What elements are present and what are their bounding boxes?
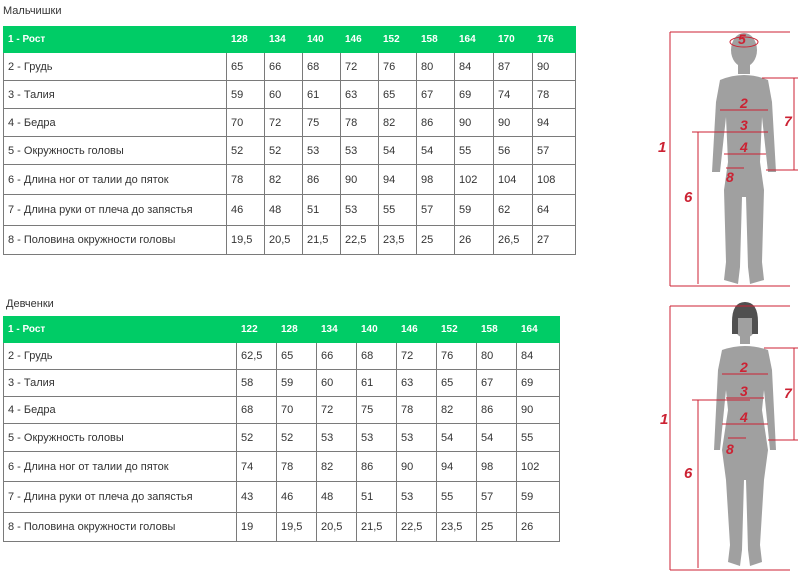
girls-table-row <box>4 343 560 370</box>
boys-cell: 78 <box>533 81 576 109</box>
girls-cell: 70 <box>277 397 317 424</box>
boys-size-table <box>3 26 576 255</box>
girls-cell: 55 <box>437 482 477 513</box>
boys-cell: 54 <box>417 137 455 165</box>
girls-cell: 54 <box>437 424 477 452</box>
girls-cell: 21,5 <box>357 513 397 542</box>
girls-row-label: 4 - Бедра <box>4 397 237 424</box>
girls-cell: 52 <box>237 424 277 452</box>
boys-cell: 48 <box>265 195 303 226</box>
girls-cell: 53 <box>317 424 357 452</box>
boys-cell: 63 <box>341 81 379 109</box>
girls-cell: 72 <box>317 397 357 424</box>
boys-cell: 59 <box>455 195 494 226</box>
girls-cell: 61 <box>357 370 397 397</box>
boys-cell: 90 <box>455 109 494 137</box>
girls-cell: 152 <box>437 317 477 343</box>
boys-cell: 72 <box>265 109 303 137</box>
boys-cell: 74 <box>494 81 533 109</box>
girls-cell: 22,5 <box>397 513 437 542</box>
girls-cell: 60 <box>317 370 357 397</box>
boys-cell: 86 <box>303 165 341 195</box>
boys-cell: 20,5 <box>265 226 303 255</box>
boys-cell: 94 <box>379 165 417 195</box>
girls-cell: 53 <box>397 482 437 513</box>
boys-table-row <box>4 53 576 81</box>
girls-row-label: 3 - Талия <box>4 370 237 397</box>
girls-row-label: 6 - Длина ног от талии до пяток <box>4 452 237 482</box>
girls-row-label: 8 - Половина окружности головы <box>4 513 237 542</box>
girls-cell: 102 <box>517 452 560 482</box>
girls-cell: 69 <box>517 370 560 397</box>
girls-cell: 76 <box>437 343 477 370</box>
boys-cell: 52 <box>265 137 303 165</box>
girls-cell: 90 <box>517 397 560 424</box>
girl-num-3: 3 <box>740 383 748 399</box>
boys-cell: 102 <box>455 165 494 195</box>
girls-cell: 48 <box>317 482 357 513</box>
boy-num-1: 1 <box>658 139 667 156</box>
girls-table-row <box>4 482 560 513</box>
boys-cell: 27 <box>533 226 576 255</box>
girls-row-label: 5 - Окружность головы <box>4 424 237 452</box>
girls-cell: 65 <box>277 343 317 370</box>
boys-cell: 25 <box>417 226 455 255</box>
boy-num-4: 4 <box>740 139 748 155</box>
girls-cell: 20,5 <box>317 513 357 542</box>
girls-size-table <box>3 316 560 542</box>
girls-cell: 43 <box>237 482 277 513</box>
boys-row-label: 2 - Грудь <box>4 53 227 81</box>
boys-cell: 82 <box>379 109 417 137</box>
boys-cell: 61 <box>303 81 341 109</box>
boys-cell: 70 <box>227 109 265 137</box>
girls-cell: 54 <box>477 424 517 452</box>
boys-cell: 59 <box>227 81 265 109</box>
girls-row-label: 1 - Рост <box>4 317 237 343</box>
boys-header-row <box>4 27 576 53</box>
girls-cell: 82 <box>437 397 477 424</box>
boys-cell: 104 <box>494 165 533 195</box>
boys-cell: 26,5 <box>494 226 533 255</box>
girls-cell: 84 <box>517 343 560 370</box>
girls-cell: 72 <box>397 343 437 370</box>
boys-cell: 53 <box>341 195 379 226</box>
boys-cell: 87 <box>494 53 533 81</box>
girls-row-label: 2 - Грудь <box>4 343 237 370</box>
boys-row-label: 3 - Талия <box>4 81 227 109</box>
boy-num-6: 6 <box>684 189 693 206</box>
girls-cell: 158 <box>477 317 517 343</box>
boys-cell: 90 <box>533 53 576 81</box>
boys-cell: 176 <box>533 27 576 53</box>
boys-row-label: 5 - Окружность головы <box>4 137 227 165</box>
boys-cell: 90 <box>341 165 379 195</box>
girls-cell: 19,5 <box>277 513 317 542</box>
girls-cell: 75 <box>357 397 397 424</box>
boys-table-row <box>4 81 576 109</box>
girls-cell: 98 <box>477 452 517 482</box>
boys-cell: 90 <box>494 109 533 137</box>
girls-cell: 52 <box>277 424 317 452</box>
girls-cell: 57 <box>477 482 517 513</box>
boys-cell: 56 <box>494 137 533 165</box>
girls-cell: 164 <box>517 317 560 343</box>
girl-num-7: 7 <box>784 385 792 401</box>
girls-cell: 58 <box>237 370 277 397</box>
girl-num-8: 8 <box>726 441 734 457</box>
girl-num-4: 4 <box>740 409 748 425</box>
boys-cell: 82 <box>265 165 303 195</box>
boys-cell: 52 <box>227 137 265 165</box>
boys-cell: 75 <box>303 109 341 137</box>
boy-num-5: 5 <box>738 31 746 47</box>
girls-cell: 59 <box>277 370 317 397</box>
boys-row-label: 1 - Рост <box>4 27 227 53</box>
girls-cell: 53 <box>397 424 437 452</box>
boy-silhouette <box>712 33 776 284</box>
girls-cell: 46 <box>277 482 317 513</box>
boys-cell: 94 <box>533 109 576 137</box>
girls-cell: 122 <box>237 317 277 343</box>
girls-cell: 55 <box>517 424 560 452</box>
boys-table-row <box>4 226 576 255</box>
girls-cell: 67 <box>477 370 517 397</box>
girls-cell: 23,5 <box>437 513 477 542</box>
boys-table-row <box>4 137 576 165</box>
girls-cell: 82 <box>317 452 357 482</box>
girls-cell: 94 <box>437 452 477 482</box>
boys-table-row <box>4 165 576 195</box>
boys-cell: 86 <box>417 109 455 137</box>
girls-cell: 78 <box>277 452 317 482</box>
boys-cell: 146 <box>341 27 379 53</box>
boys-cell: 69 <box>455 81 494 109</box>
boys-cell: 57 <box>533 137 576 165</box>
boys-cell: 164 <box>455 27 494 53</box>
boys-cell: 65 <box>227 53 265 81</box>
boys-cell: 60 <box>265 81 303 109</box>
boys-cell: 128 <box>227 27 265 53</box>
boys-cell: 22,5 <box>341 226 379 255</box>
boys-row-label: 8 - Половина окружности головы <box>4 226 227 255</box>
boys-cell: 66 <box>265 53 303 81</box>
boys-cell: 76 <box>379 53 417 81</box>
girls-cell: 140 <box>357 317 397 343</box>
girls-table-row <box>4 452 560 482</box>
girls-table-row <box>4 397 560 424</box>
boys-cell: 26 <box>455 226 494 255</box>
girls-cell: 19 <box>237 513 277 542</box>
girls-cell: 65 <box>437 370 477 397</box>
girls-cell: 53 <box>357 424 397 452</box>
girls-cell: 74 <box>237 452 277 482</box>
boys-cell: 46 <box>227 195 265 226</box>
boys-title: Мальчишки <box>3 5 62 17</box>
girls-cell: 146 <box>397 317 437 343</box>
girls-cell: 68 <box>237 397 277 424</box>
girls-cell: 59 <box>517 482 560 513</box>
boys-cell: 65 <box>379 81 417 109</box>
boys-cell: 78 <box>227 165 265 195</box>
girls-cell: 66 <box>317 343 357 370</box>
girls-table-row <box>4 513 560 542</box>
girl-num-1: 1 <box>660 411 669 428</box>
boys-row-label: 4 - Бедра <box>4 109 227 137</box>
boys-cell: 68 <box>303 53 341 81</box>
boys-cell: 21,5 <box>303 226 341 255</box>
girls-cell: 86 <box>477 397 517 424</box>
boy-num-3: 3 <box>740 117 748 133</box>
girls-cell: 51 <box>357 482 397 513</box>
girls-table-row <box>4 370 560 397</box>
boy-num-8: 8 <box>726 169 734 185</box>
girls-cell: 63 <box>397 370 437 397</box>
girls-cell: 134 <box>317 317 357 343</box>
boys-row-label: 6 - Длина ног от талии до пяток <box>4 165 227 195</box>
boys-cell: 98 <box>417 165 455 195</box>
girls-title: Девченки <box>6 298 54 310</box>
boys-cell: 152 <box>379 27 417 53</box>
boys-cell: 62 <box>494 195 533 226</box>
boys-cell: 53 <box>341 137 379 165</box>
boys-cell: 67 <box>417 81 455 109</box>
girl-measurement-figure <box>650 300 810 584</box>
boys-cell: 55 <box>379 195 417 226</box>
boys-cell: 84 <box>455 53 494 81</box>
boys-cell: 51 <box>303 195 341 226</box>
girl-num-2: 2 <box>740 359 748 375</box>
girls-header-row <box>4 317 560 343</box>
girls-row-label: 7 - Длина руки от плеча до запястья <box>4 482 237 513</box>
girls-cell: 78 <box>397 397 437 424</box>
boys-cell: 134 <box>265 27 303 53</box>
boys-cell: 53 <box>303 137 341 165</box>
boy-measurement-figure <box>650 22 810 292</box>
boys-cell: 23,5 <box>379 226 417 255</box>
boys-cell: 55 <box>455 137 494 165</box>
girls-cell: 26 <box>517 513 560 542</box>
boys-cell: 57 <box>417 195 455 226</box>
girl-silhouette <box>714 306 776 566</box>
girls-cell: 62,5 <box>237 343 277 370</box>
boys-cell: 158 <box>417 27 455 53</box>
girls-cell: 25 <box>477 513 517 542</box>
boy-num-7: 7 <box>784 113 792 129</box>
girls-table-row <box>4 424 560 452</box>
girls-cell: 128 <box>277 317 317 343</box>
girl-num-6: 6 <box>684 465 693 482</box>
boy-num-2: 2 <box>740 95 748 111</box>
girls-cell: 90 <box>397 452 437 482</box>
boys-table-row <box>4 109 576 137</box>
boys-cell: 64 <box>533 195 576 226</box>
boys-cell: 54 <box>379 137 417 165</box>
boys-cell: 140 <box>303 27 341 53</box>
boys-table-row <box>4 195 576 226</box>
boys-row-label: 7 - Длина руки от плеча до запястья <box>4 195 227 226</box>
girls-cell: 80 <box>477 343 517 370</box>
boys-cell: 72 <box>341 53 379 81</box>
girls-cell: 68 <box>357 343 397 370</box>
boys-cell: 80 <box>417 53 455 81</box>
boys-cell: 78 <box>341 109 379 137</box>
boys-cell: 108 <box>533 165 576 195</box>
girls-cell: 86 <box>357 452 397 482</box>
boys-cell: 19,5 <box>227 226 265 255</box>
boys-cell: 170 <box>494 27 533 53</box>
